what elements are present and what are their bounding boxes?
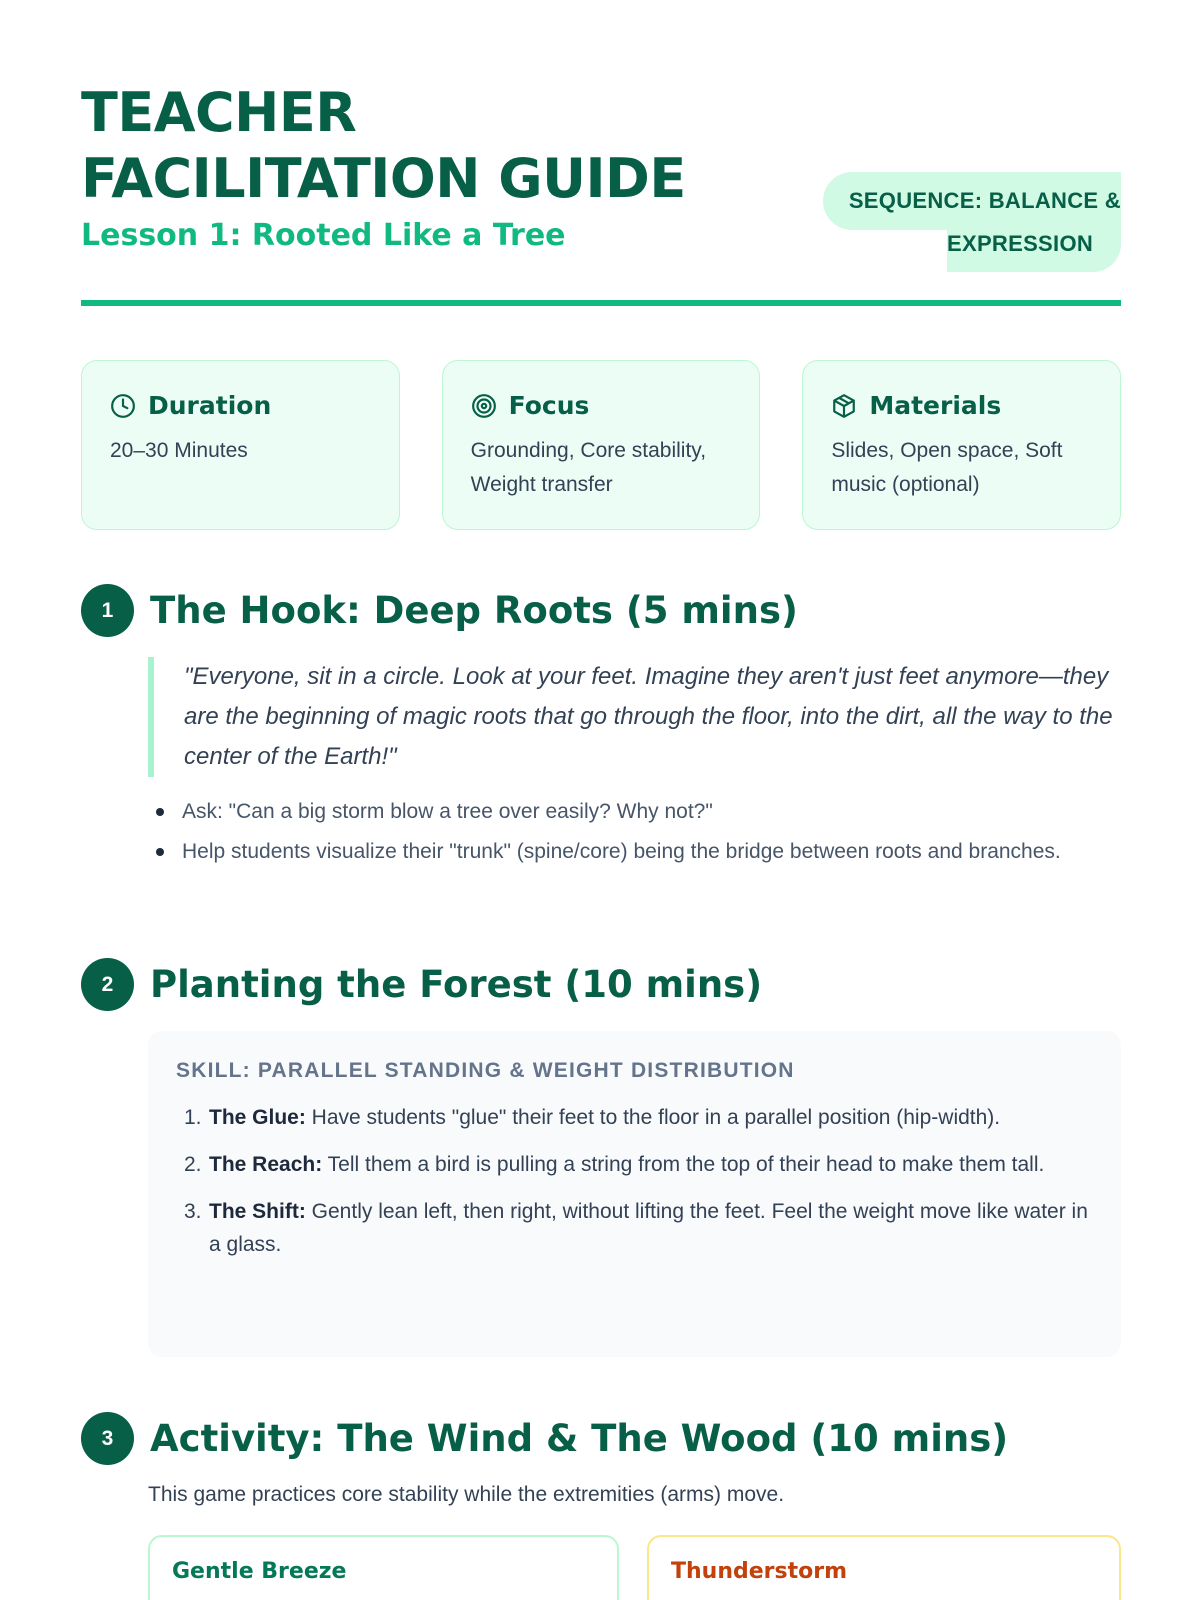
step-label: The Shift: — [209, 1200, 306, 1223]
step-text: Tell them a bird is pulling a string from the top of their head to make them tall. — [322, 1153, 1045, 1176]
card-title: Materials — [869, 391, 1002, 420]
card-title: Duration — [148, 391, 272, 420]
list-item — [176, 1148, 1093, 1181]
skill-box — [148, 1031, 1121, 1357]
title-line-2: FACILITATION GUIDE — [81, 147, 686, 210]
step-label: The Reach: — [209, 1153, 323, 1176]
lesson-subtitle: Lesson 1: Rooted Like a Tree — [81, 218, 566, 253]
list-item: Help students visualize their "trunk" (spine/core) being the bridge between roots and branches. — [148, 835, 1121, 868]
sequence-badge — [823, 172, 1121, 272]
section-title: Planting the Forest (10 mins) — [150, 963, 763, 1006]
section-number-badge: 3 — [81, 1412, 134, 1465]
sequence-badge-line-1: SEQUENCE: BALANCE & — [823, 172, 1121, 230]
section-2-header — [81, 958, 762, 1011]
card-text: Grounding, Core stability, Weight transfer — [470, 439, 707, 496]
section-title: Activity: The Wind & The Wood (10 mins) — [150, 1417, 1009, 1460]
skill-label: SKILL: PARALLEL STANDING & WEIGHT DISTRIBUTION — [176, 1059, 795, 1082]
list-item — [176, 1195, 1093, 1261]
step-label: The Glue: — [209, 1106, 306, 1129]
card-title: Focus — [508, 391, 590, 420]
section-1-header — [81, 584, 798, 637]
header-divider — [81, 300, 1121, 306]
clock-icon — [110, 393, 136, 419]
step-number: 2. — [184, 1153, 202, 1176]
title-line-1: TEACHER — [81, 81, 357, 144]
cube-icon — [831, 393, 857, 419]
step-text: Have students "glue" their feet to the floor in a parallel position (hip-width). — [305, 1106, 1001, 1129]
card-text: 20–30 Minutes — [110, 439, 248, 462]
hook-quote: "Everyone, sit in a circle. Look at your feet. Imagine they aren't just feet anymore—they are the beginning of magic roots that go through the floor, into the dirt, all the way to the center of the Earth!" — [148, 657, 1121, 777]
page-title — [81, 80, 686, 212]
steps-list — [176, 1101, 1093, 1261]
list-item — [176, 1101, 1093, 1134]
step-text: Gently lean left, then right, without lifting the feet. Feel the weight move like water in a glass. — [209, 1200, 1088, 1256]
thunderstorm-card — [647, 1535, 1121, 1600]
focus-card — [442, 360, 761, 530]
section-number-badge: 1 — [81, 584, 134, 637]
card-text: Slides, Open space, Soft music (optional) — [831, 439, 1063, 496]
info-cards — [81, 360, 1121, 530]
list-item: Ask: "Can a big storm blow a tree over easily? Why not?" — [148, 795, 1121, 828]
activity-intro: This game practices core stability while the extremities (arms) move. — [148, 1483, 785, 1506]
target-icon — [471, 393, 497, 419]
facilitation-guide-page — [81, 0, 1121, 1600]
step-number: 1. — [184, 1106, 202, 1129]
section-title: The Hook: Deep Roots (5 mins) — [150, 589, 798, 632]
step-number: 3. — [184, 1200, 202, 1223]
materials-card — [802, 360, 1121, 530]
sequence-badge-line-2: EXPRESSION — [947, 216, 1121, 272]
section-number-badge: 2 — [81, 958, 134, 1011]
duration-card — [81, 360, 400, 530]
gentle-breeze-card — [148, 1535, 619, 1600]
card-title: Thunderstorm — [671, 1559, 848, 1584]
card-title: Gentle Breeze — [172, 1559, 347, 1584]
hook-bullets — [148, 795, 1121, 875]
section-3-header — [81, 1412, 1008, 1465]
